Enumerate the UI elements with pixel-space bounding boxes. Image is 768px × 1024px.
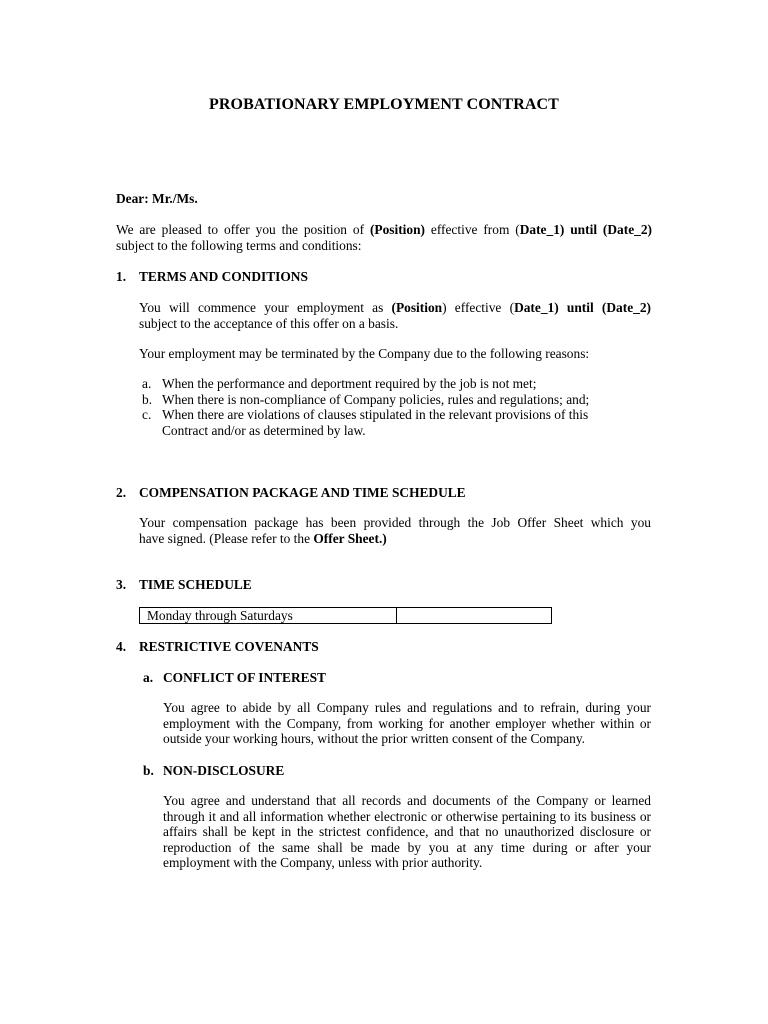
- document-title: PROBATIONARY EMPLOYMENT CONTRACT: [209, 96, 559, 113]
- section-2-heading: [116, 485, 676, 501]
- section-2-number: 2.: [116, 485, 127, 500]
- s1-p1-text-a: You will commence your employment as: [139, 300, 392, 315]
- section-1-paragraph-1: [139, 300, 651, 331]
- section-1-number: 1.: [116, 269, 127, 284]
- section-1-p1-line-1: [139, 300, 651, 316]
- s1-p1-text-c: ) effective (: [442, 300, 515, 315]
- subsection-4b-marker: b.: [143, 763, 154, 778]
- subsection-4b-title: NON-DISCLOSURE: [163, 763, 285, 778]
- section-3-number: 3.: [116, 577, 127, 592]
- termination-reasons-list: [142, 376, 592, 438]
- subsection-4a-heading: [143, 670, 326, 686]
- s2-line-2-text: have signed. (Please refer to the: [139, 530, 314, 546]
- intro-position: (Position): [369, 222, 425, 237]
- section-2-line-1: Your compensation package has been provided through the Job Offer Sheet which you: [139, 515, 651, 530]
- section-2-paragraph: [139, 515, 651, 546]
- offer-sheet-reference: Offer Sheet.): [313, 530, 387, 546]
- schedule-hours-cell: [397, 608, 552, 624]
- section-4-number: 4.: [116, 639, 127, 654]
- intro-text-c: effective from (: [424, 222, 520, 237]
- salutation: Dear: Mr./Ms.: [116, 191, 198, 206]
- subsection-4b-heading: [143, 763, 284, 779]
- list-item-text: When there is non-compliance of Company policies, rules and regulations; and;: [162, 391, 590, 407]
- list-item: [142, 407, 592, 438]
- section-1-paragraph-2: Your employment may be terminated by the Company due to the following reasons:: [139, 346, 590, 361]
- section-4-title: RESTRICTIVE COVENANTS: [139, 639, 319, 654]
- subsection-4a-title: CONFLICT OF INTEREST: [163, 670, 326, 685]
- section-3-heading: [116, 577, 676, 593]
- section-1-title: TERMS AND CONDITIONS: [139, 269, 308, 284]
- s1-p1-dates: Date_1) until (Date_2): [514, 300, 651, 315]
- section-4-heading: [116, 639, 676, 655]
- section-1-heading: [116, 269, 676, 285]
- intro-paragraph: [116, 222, 652, 253]
- time-schedule-table: [139, 607, 552, 624]
- conflict-of-interest-text: You agree to abide by all Company rules and regulations and to refrain, during your employment with the Company, from working for another employer whether within or outside your working hours, without the prior written consent of the Company.: [163, 700, 651, 746]
- schedule-days-cell: Monday through Saturdays: [140, 608, 397, 624]
- list-marker: c.: [142, 407, 152, 422]
- section-2-title: COMPENSATION PACKAGE AND TIME SCHEDULE: [139, 485, 466, 500]
- section-1-p1-line-2: subject to the acceptance of this offer on a basis.: [139, 315, 399, 331]
- subsection-4a-marker: a.: [143, 670, 154, 685]
- intro-text-a: We are pleased to offer you the position of: [116, 222, 370, 237]
- list-item-text: When there are violations of clauses stipulated in the relevant provisions of this Contract and/or as determined by law.: [162, 407, 589, 438]
- table-row: [140, 608, 552, 624]
- list-marker: a.: [142, 376, 152, 391]
- list-item-text: When the performance and deportment required by the job is not met;: [162, 376, 537, 391]
- section-3-title: TIME SCHEDULE: [139, 577, 252, 592]
- non-disclosure-text: You agree and understand that all records and documents of the Company or learned through it and all information whether electronic or otherwise pertaining to its business or affairs shall be kept in the strictest confidence, and that no unauthorized disclosure or reproduction of the same shall be made by you at any time during or after your employment with the Company, unless with prior authority.: [163, 793, 651, 870]
- s1-p1-position: (Position: [391, 300, 443, 315]
- list-item: [142, 392, 592, 408]
- list-item: [142, 376, 592, 392]
- intro-line-1: [116, 222, 652, 238]
- intro-line-2: subject to the following terms and conditions:: [116, 237, 362, 253]
- intro-dates: Date_1) until (Date_2): [519, 222, 652, 237]
- section-2-line-2: [139, 531, 651, 547]
- list-marker: b.: [142, 391, 153, 407]
